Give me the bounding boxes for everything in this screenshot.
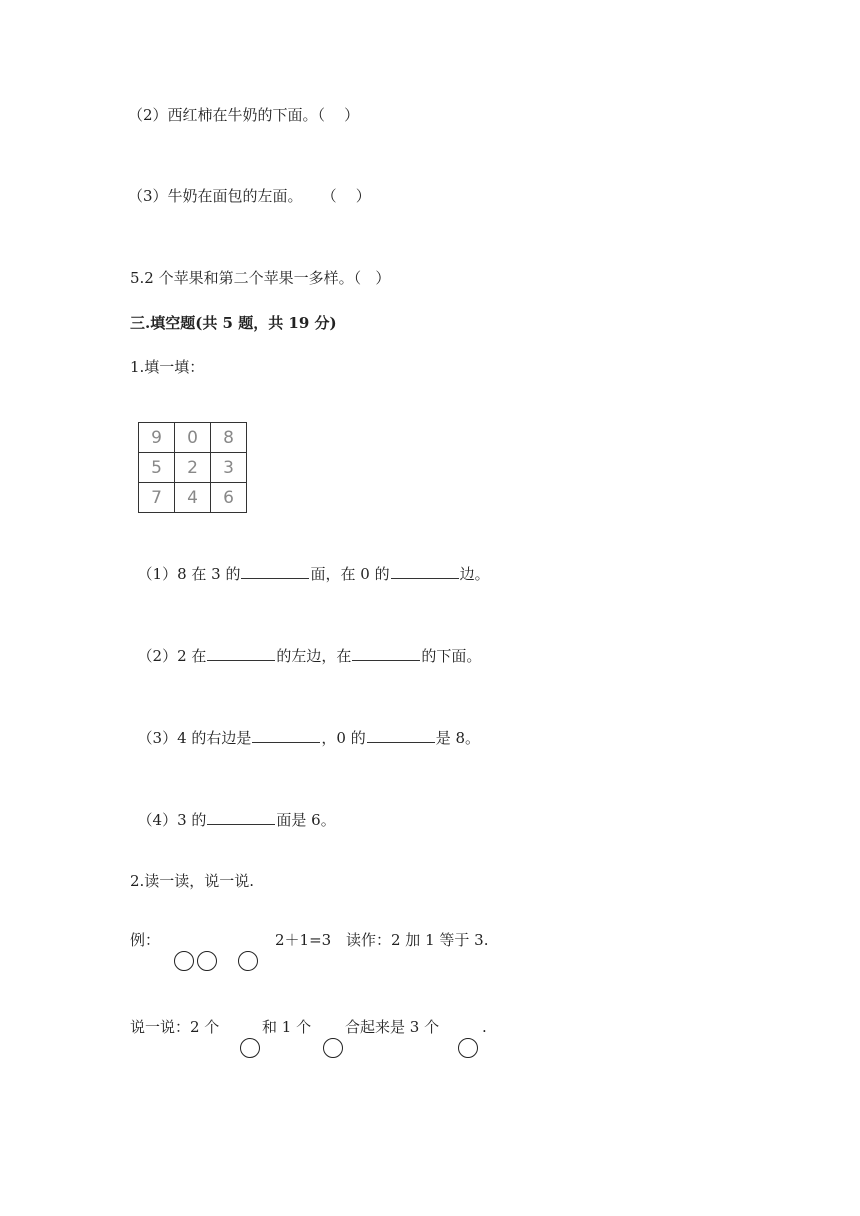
grid-cell: 5 xyxy=(139,453,175,483)
judge-question-5: 5.2 个苹果和第二个苹果一多样。（ ） xyxy=(130,269,391,287)
example-equation: 2＋1=3 xyxy=(275,931,332,949)
say-end: . xyxy=(482,1018,487,1036)
fill-question-2-title: 2.读一读，说一说. xyxy=(130,872,255,890)
sub-text: 的下面。 xyxy=(421,647,482,665)
sub-text: ，0 的 xyxy=(321,729,366,747)
circle-icon xyxy=(174,951,194,971)
grid-cell: 6 xyxy=(211,483,247,513)
answer-blank[interactable] xyxy=(352,645,420,661)
grid-cell: 7 xyxy=(139,483,175,513)
answer-blank[interactable] xyxy=(207,809,275,825)
fill-sub-3 xyxy=(128,707,480,748)
sub-text: 面，在 0 的 xyxy=(310,565,390,583)
say-label: 说一说：2 个 xyxy=(130,1018,220,1036)
section-title: 三.填空题(共 5 题，共 19 分) xyxy=(130,314,337,332)
sub-text: （1）8 在 3 的 xyxy=(137,565,241,583)
answer-blank[interactable] xyxy=(241,563,309,579)
fill-sub-1 xyxy=(128,543,490,584)
sub-text: （4）3 的 xyxy=(137,811,207,829)
example-read-as: 读作：2 加 1 等于 3. xyxy=(346,931,489,949)
say-combined: 合起来是 3 个 xyxy=(345,1018,440,1036)
grid-cell: 8 xyxy=(211,423,247,453)
say-and: 和 1 个 xyxy=(262,1018,312,1036)
fill-sub-2 xyxy=(128,625,481,666)
grid-cell: 9 xyxy=(139,423,175,453)
example-label: 例： xyxy=(130,931,161,949)
circle-icon xyxy=(197,951,217,971)
answer-blank[interactable] xyxy=(367,727,435,743)
answer-blank[interactable] xyxy=(207,645,275,661)
fill-sub-4 xyxy=(128,789,336,830)
answer-blank[interactable] xyxy=(252,727,320,743)
judge-item-3: （3）牛奶在面包的左面。 （ ） xyxy=(128,187,371,205)
fill-question-1-title: 1.填一填： xyxy=(130,358,205,376)
circle-icon xyxy=(238,951,258,971)
judge-item-2: （2）西红柿在牛奶的下面。（ ） xyxy=(128,106,360,124)
circle-icon xyxy=(458,1038,478,1058)
grid-cell: 2 xyxy=(175,453,211,483)
sub-text: 边。 xyxy=(459,565,490,583)
sub-text: 的左边，在 xyxy=(276,647,352,665)
grid-cell: 3 xyxy=(211,453,247,483)
sub-text: （2）2 在 xyxy=(137,647,207,665)
number-grid xyxy=(138,422,247,513)
circle-icon xyxy=(323,1038,343,1058)
answer-blank[interactable] xyxy=(391,563,459,579)
sub-text: （3）4 的右边是 xyxy=(137,729,252,747)
sub-text: 是 8。 xyxy=(435,729,481,747)
grid-cell: 4 xyxy=(175,483,211,513)
grid-cell: 0 xyxy=(175,423,211,453)
circle-icon xyxy=(240,1038,260,1058)
sub-text: 面是 6。 xyxy=(276,811,336,829)
